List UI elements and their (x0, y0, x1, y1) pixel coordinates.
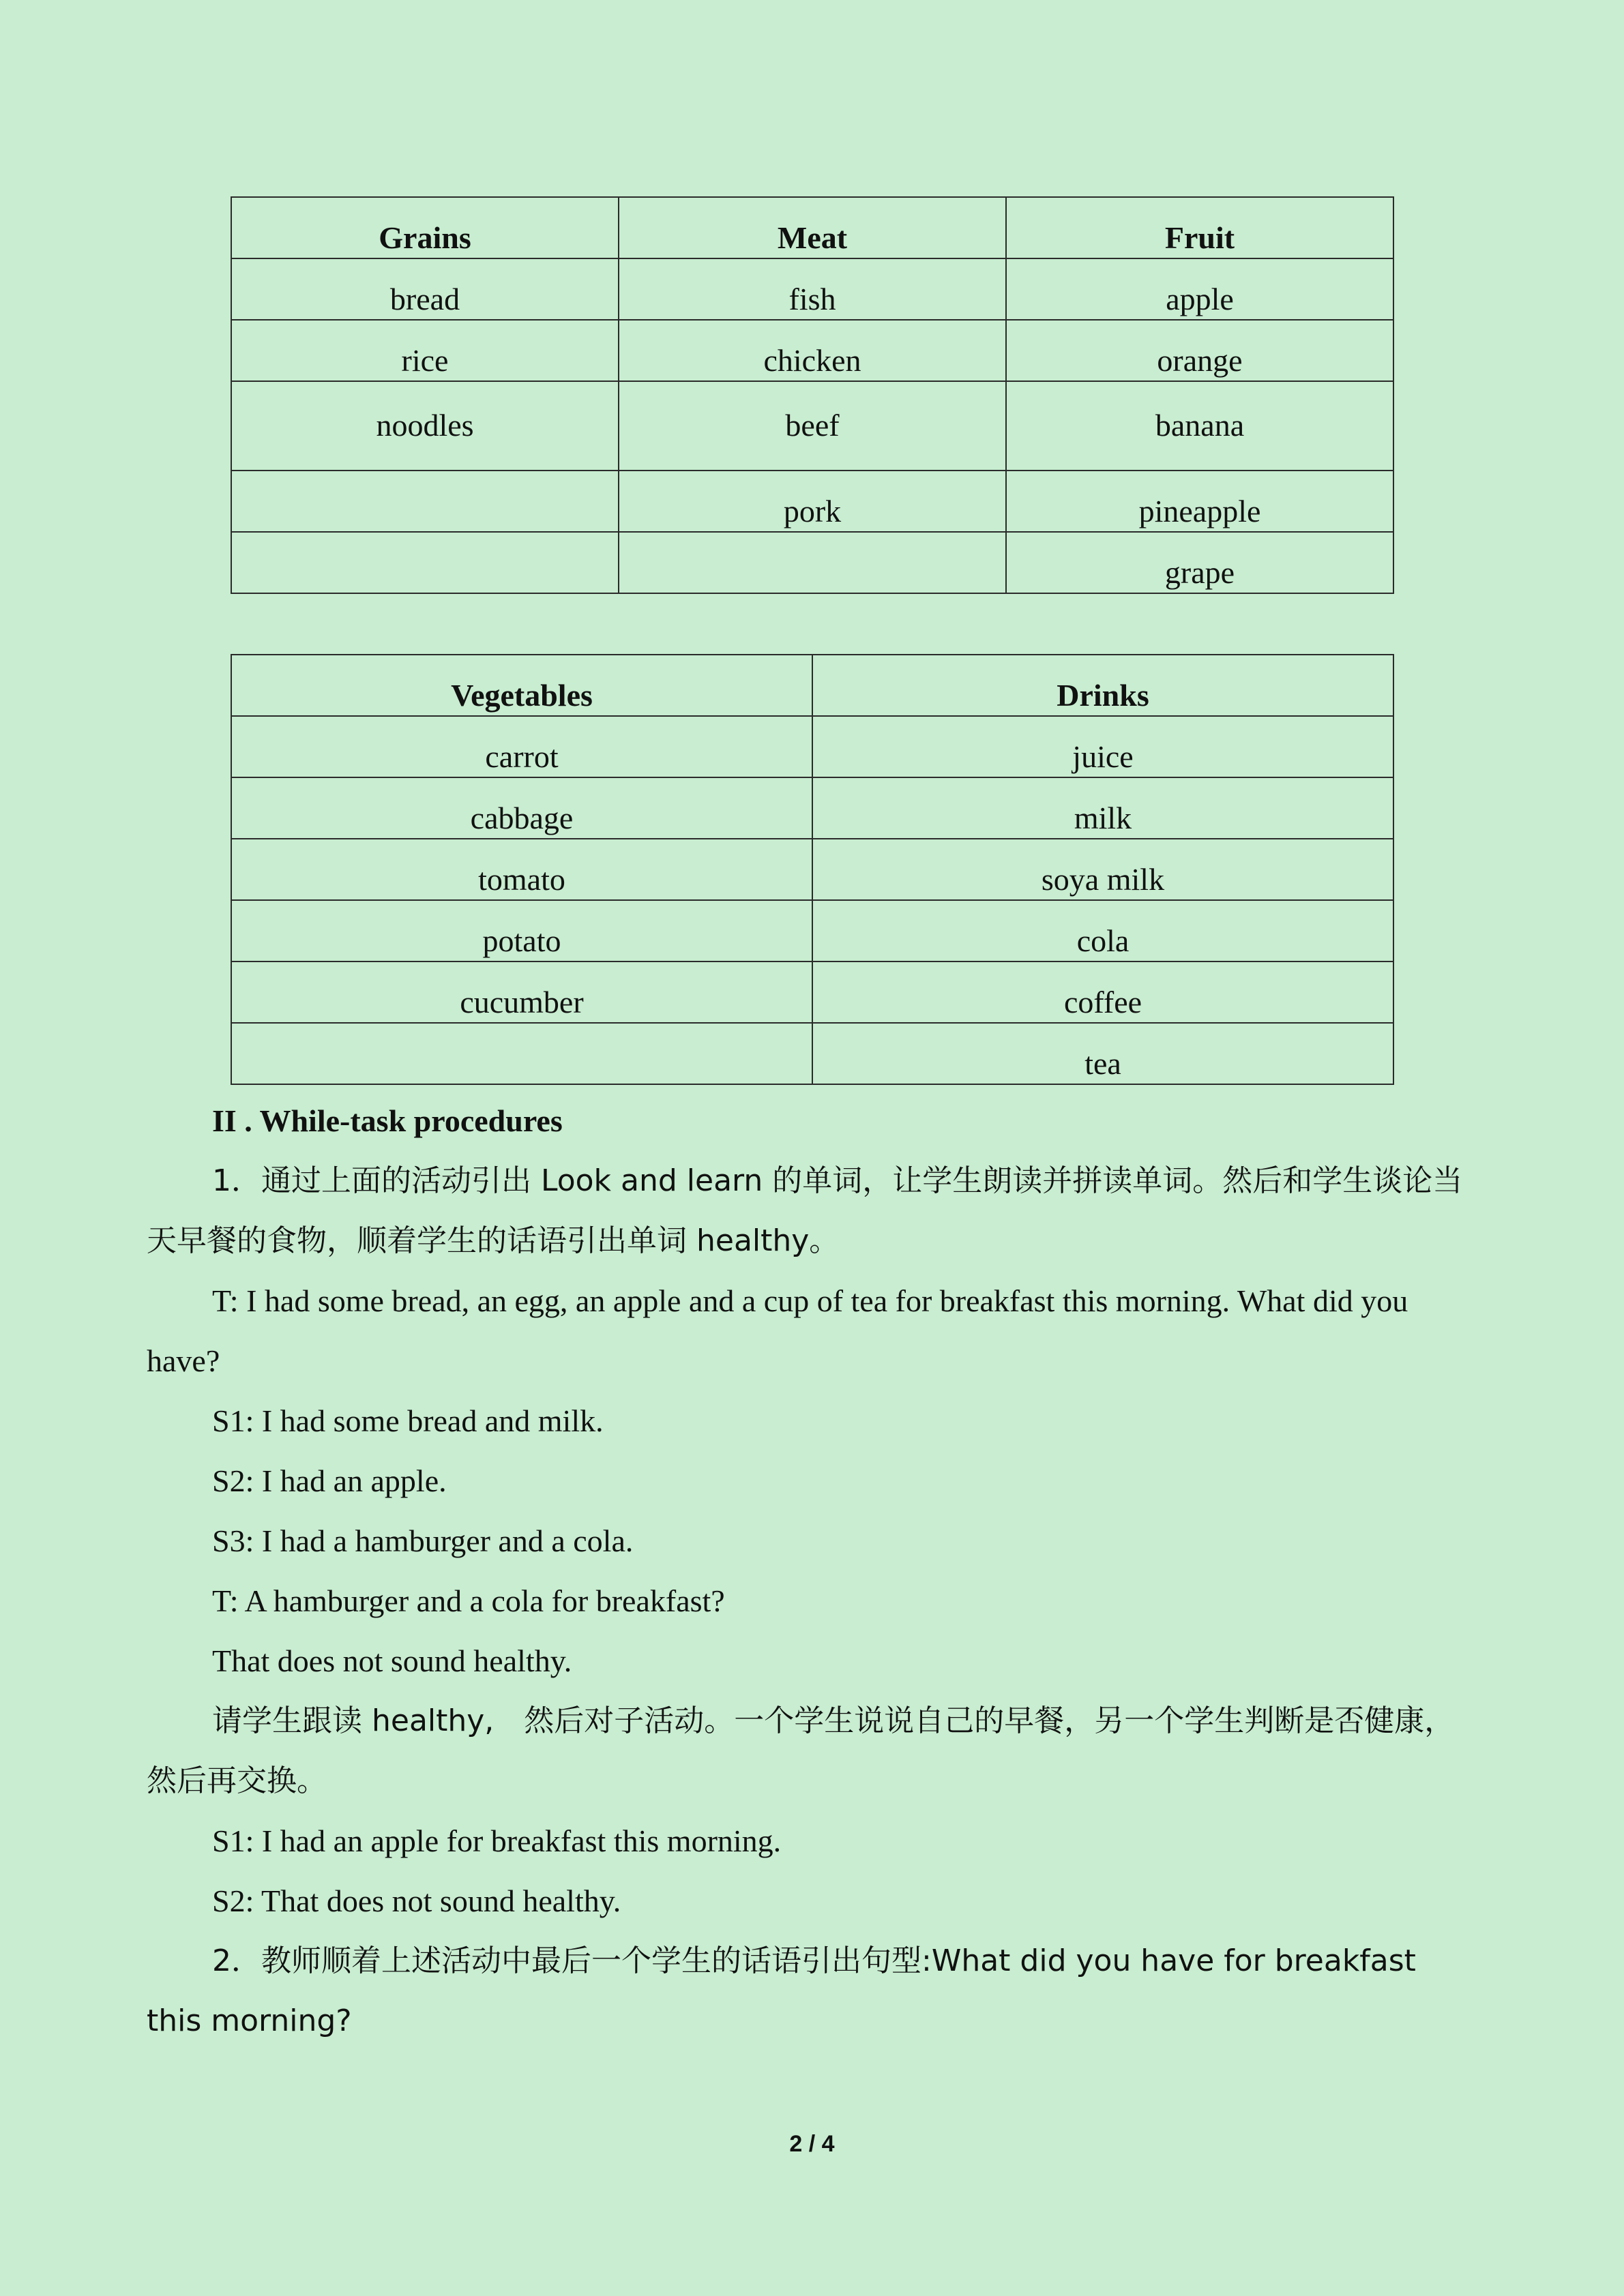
table-cell: noodles (231, 381, 619, 471)
table-cell: cucumber (231, 961, 812, 1023)
food-table-grains-meat-fruit (231, 196, 1394, 594)
table-row (231, 320, 1393, 381)
dialogue-line: S2: I had an apple. (212, 1463, 447, 1498)
table-row (231, 471, 1393, 532)
table-cell: tea (812, 1023, 1393, 1084)
paragraph: 请学生跟读 healthy, 然后对子活动。一个学生说说自己的早餐，另一个学生判断是否健康，然后再交换。 (147, 1703, 1455, 1798)
table-row (231, 716, 1393, 777)
table-cell (231, 532, 619, 593)
header-grains: Grains (231, 197, 619, 258)
header-vegetables: Vegetables (231, 655, 812, 716)
header-fruit: Fruit (1006, 197, 1393, 258)
table-cell: cola (812, 900, 1393, 961)
page-number: 2 / 4 (789, 2131, 835, 2157)
table-cell: milk (812, 777, 1393, 839)
table-cell: chicken (619, 320, 1006, 381)
table-header-row (231, 655, 1393, 716)
table-cell: juice (812, 716, 1393, 777)
table-cell: coffee (812, 961, 1393, 1023)
table-cell: fish (619, 258, 1006, 320)
dialogue-line: S1: I had some bread and milk. (212, 1403, 604, 1438)
table-cell: tomato (231, 839, 812, 900)
table-cell: beef (619, 381, 1006, 471)
dialogue-line: S3: I had a hamburger and a cola. (212, 1523, 634, 1558)
table-cell: orange (1006, 320, 1393, 381)
header-meat: Meat (619, 197, 1006, 258)
table-row (231, 961, 1393, 1023)
table-cell (231, 1023, 812, 1084)
dialogue-line: That does not sound healthy. (212, 1643, 572, 1678)
lesson-body (147, 1091, 1478, 2051)
paragraph: 2．教师顺着上述活动中最后一个学生的话语引出句型:What did you have for breakfast this morning? (147, 1943, 1416, 2038)
table-row (231, 532, 1393, 593)
table-cell (619, 532, 1006, 593)
table-cell: rice (231, 320, 619, 381)
table-cell: bread (231, 258, 619, 320)
table-cell (231, 471, 619, 532)
dialogue-line: T: A hamburger and a cola for breakfast? (212, 1583, 725, 1618)
paragraph: T: I had some bread, an egg, an apple and a cup of tea for breakfast this morning. What did you have? (147, 1283, 1408, 1378)
table-cell: banana (1006, 381, 1393, 471)
table-cell: pork (619, 471, 1006, 532)
dialogue-line: S2: That does not sound healthy. (212, 1883, 621, 1918)
table-row (231, 381, 1393, 471)
table-row (231, 777, 1393, 839)
table-header-row (231, 197, 1393, 258)
table-cell: carrot (231, 716, 812, 777)
section-heading: II . While-task procedures (212, 1103, 563, 1138)
table-row (231, 900, 1393, 961)
table-cell: cabbage (231, 777, 812, 839)
table-cell: apple (1006, 258, 1393, 320)
table-row (231, 1023, 1393, 1084)
header-drinks: Drinks (812, 655, 1393, 716)
table-cell: pineapple (1006, 471, 1393, 532)
dialogue-line: S1: I had an apple for breakfast this morning. (212, 1823, 782, 1858)
table-cell: potato (231, 900, 812, 961)
table-cell: soya milk (812, 839, 1393, 900)
table-row (231, 839, 1393, 900)
paragraph: 1．通过上面的活动引出 Look and learn 的单词，让学生朗读并拼读单词。然后和学生谈论当天早餐的食物，顺着学生的话语引出单词 healthy。 (147, 1163, 1463, 1258)
table-cell: grape (1006, 532, 1393, 593)
food-table-vegetables-drinks (231, 654, 1394, 1085)
table-row (231, 258, 1393, 320)
